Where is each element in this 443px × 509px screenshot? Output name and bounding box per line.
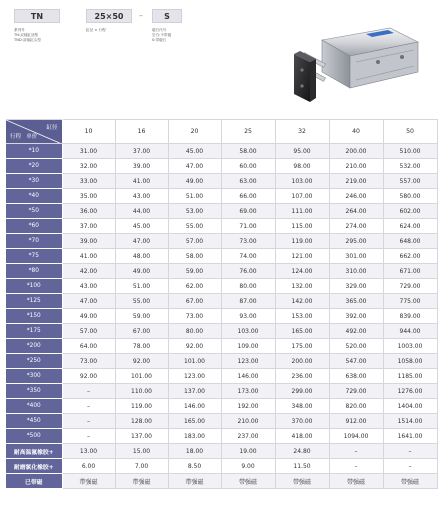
price-cell: 95.00: [275, 144, 329, 159]
stroke-label-cell: *20: [6, 159, 62, 174]
price-cell: 510.00: [383, 144, 437, 159]
price-cell: 15.00: [115, 444, 168, 459]
price-cell: 146.00: [221, 369, 275, 384]
price-cell: 237.00: [221, 429, 275, 444]
size-description: [86, 28, 106, 33]
price-cell: 1094.00: [329, 429, 383, 444]
price-cell: 115.00: [275, 219, 329, 234]
code-separator: –: [139, 11, 143, 20]
price-cell: 101.00: [168, 354, 221, 369]
stroke-label-cell: *350: [6, 384, 62, 399]
price-cell: 24.80: [275, 444, 329, 459]
stroke-label-cell: *250: [6, 354, 62, 369]
table-row: [6, 309, 437, 324]
price-cell: 31.00: [62, 144, 115, 159]
price-cell: 37.00: [115, 144, 168, 159]
price-cell: 132.00: [275, 279, 329, 294]
price-cell: 137.00: [115, 429, 168, 444]
price-cell: 729.00: [383, 279, 437, 294]
price-cell: 124.00: [275, 264, 329, 279]
price-cell: 92.00: [115, 354, 168, 369]
series-desc-line: TND:双轴缸头型: [14, 38, 41, 42]
price-cell: 41.00: [115, 174, 168, 189]
price-cell: 192.00: [221, 399, 275, 414]
price-cell: 带强磁: [275, 474, 329, 489]
stroke-label-cell: *50: [6, 204, 62, 219]
price-cell: 59.00: [115, 309, 168, 324]
table-row: [6, 294, 437, 309]
bore-header: 10: [62, 120, 115, 144]
bore-header: 25: [221, 120, 275, 144]
table-row: [6, 219, 437, 234]
price-cell: 153.00: [275, 309, 329, 324]
bore-header: 32: [275, 120, 329, 144]
stroke-label-cell: *450: [6, 414, 62, 429]
price-cell: 648.00: [383, 234, 437, 249]
price-cell: 48.00: [115, 249, 168, 264]
switch-description: [152, 28, 171, 43]
price-cell: 944.00: [383, 324, 437, 339]
stroke-label-cell: 已带磁: [6, 474, 62, 489]
stroke-label-cell: *10: [6, 144, 62, 159]
bore-header: 50: [383, 120, 437, 144]
price-cell: 103.00: [275, 174, 329, 189]
price-cell: –: [383, 444, 437, 459]
corner-header-cell: [6, 120, 62, 144]
price-cell: 76.00: [221, 264, 275, 279]
stroke-label-cell: *70: [6, 234, 62, 249]
price-cell: 348.00: [275, 399, 329, 414]
price-cell: 236.00: [275, 369, 329, 384]
price-cell: –: [62, 384, 115, 399]
price-cell: 32.00: [62, 159, 115, 174]
price-cell: 137.00: [168, 384, 221, 399]
price-table: [6, 119, 438, 489]
price-cell: 912.00: [329, 414, 383, 429]
price-cell: 44.00: [115, 204, 168, 219]
price-cell: 729.00: [329, 384, 383, 399]
stroke-label-cell: *30: [6, 174, 62, 189]
price-cell: 624.00: [383, 219, 437, 234]
price-cell: 51.00: [168, 189, 221, 204]
price-cell: 73.00: [62, 354, 115, 369]
price-cell: 9.00: [221, 459, 275, 474]
price-cell: 775.00: [383, 294, 437, 309]
stroke-label-cell: *100: [6, 279, 62, 294]
table-row: [6, 444, 437, 459]
price-cell: 492.00: [329, 324, 383, 339]
price-cell: 121.00: [275, 249, 329, 264]
price-cell: 110.00: [115, 384, 168, 399]
price-cell: 219.00: [329, 174, 383, 189]
series-desc-line: 系列号: [14, 28, 25, 32]
corner-price-text: 单价: [26, 134, 38, 140]
switch-code-box: S: [152, 9, 182, 23]
stroke-label-cell: *175: [6, 324, 62, 339]
price-cell: 58.00: [168, 249, 221, 264]
price-cell: –: [62, 399, 115, 414]
series-description: [14, 28, 41, 43]
price-cell: 41.00: [62, 249, 115, 264]
price-cell: 98.00: [275, 159, 329, 174]
price-cell: 210.00: [221, 414, 275, 429]
price-cell: 329.00: [329, 279, 383, 294]
bore-header: 40: [329, 120, 383, 144]
price-cell: 74.00: [221, 249, 275, 264]
price-cell: 165.00: [275, 324, 329, 339]
price-cell: 13.00: [62, 444, 115, 459]
table-row: [6, 234, 437, 249]
price-cell: 带强磁: [329, 474, 383, 489]
stroke-label-cell: *75: [6, 249, 62, 264]
price-cell: 19.00: [221, 444, 275, 459]
price-cell: 264.00: [329, 204, 383, 219]
price-cell: 365.00: [329, 294, 383, 309]
price-cell: 43.00: [115, 189, 168, 204]
price-cell: 557.00: [383, 174, 437, 189]
price-cell: 301.00: [329, 249, 383, 264]
table-row: [6, 204, 437, 219]
price-cell: 带强磁: [115, 474, 168, 489]
table-row: [6, 174, 437, 189]
stroke-label-cell: *200: [6, 339, 62, 354]
stroke-label-cell: *400: [6, 399, 62, 414]
size-desc-line: 缸径 × 行程: [86, 28, 106, 32]
price-cell: 1514.00: [383, 414, 437, 429]
price-cell: 80.00: [221, 279, 275, 294]
price-cell: 49.00: [62, 309, 115, 324]
price-cell: 51.00: [115, 279, 168, 294]
table-row: [6, 279, 437, 294]
price-cell: 57.00: [168, 234, 221, 249]
price-cell: 295.00: [329, 234, 383, 249]
price-cell: –: [62, 414, 115, 429]
price-cell: 59.00: [168, 264, 221, 279]
price-cell: 64.00: [62, 339, 115, 354]
price-cell: 45.00: [168, 144, 221, 159]
stroke-label-cell: *300: [6, 369, 62, 384]
table-row: [6, 474, 437, 489]
table-row: [6, 324, 437, 339]
price-cell: 274.00: [329, 219, 383, 234]
price-cell: 128.00: [115, 414, 168, 429]
price-cell: 662.00: [383, 249, 437, 264]
price-cell: 183.00: [168, 429, 221, 444]
price-cell: 49.00: [115, 264, 168, 279]
price-cell: 带强磁: [168, 474, 221, 489]
price-cell: 392.00: [329, 309, 383, 324]
price-cell: 47.00: [62, 294, 115, 309]
stroke-label-cell: *80: [6, 264, 62, 279]
price-cell: 123.00: [221, 354, 275, 369]
price-cell: 18.00: [168, 444, 221, 459]
stroke-label-cell: *40: [6, 189, 62, 204]
stroke-label-cell: *125: [6, 294, 62, 309]
switch-desc-line: 空白:不带磁: [152, 33, 172, 37]
price-cell: 60.00: [221, 159, 275, 174]
size-code-box: 25×50: [86, 9, 132, 23]
price-cell: 87.00: [221, 294, 275, 309]
price-cell: 146.00: [168, 399, 221, 414]
price-cell: 39.00: [115, 159, 168, 174]
stroke-label-cell: *150: [6, 309, 62, 324]
price-cell: 80.00: [168, 324, 221, 339]
price-cell: 200.00: [329, 144, 383, 159]
price-cell: 200.00: [275, 354, 329, 369]
table-row: [6, 159, 437, 174]
price-cell: 1003.00: [383, 339, 437, 354]
table-row: [6, 459, 437, 474]
price-cell: 73.00: [221, 234, 275, 249]
price-cell: 58.00: [221, 144, 275, 159]
price-cell: 580.00: [383, 189, 437, 204]
price-cell: 53.00: [168, 204, 221, 219]
price-cell: 547.00: [329, 354, 383, 369]
price-cell: 66.00: [221, 189, 275, 204]
price-cell: 210.00: [329, 159, 383, 174]
price-cell: 109.00: [221, 339, 275, 354]
cylinder-product-image: [282, 26, 422, 104]
price-cell: 71.00: [221, 219, 275, 234]
price-cell: 6.00: [62, 459, 115, 474]
price-cell: 带强磁: [62, 474, 115, 489]
price-cell: 370.00: [275, 414, 329, 429]
price-cell: 173.00: [221, 384, 275, 399]
price-cell: –: [329, 459, 383, 474]
price-cell: 63.00: [221, 174, 275, 189]
table-row: [6, 369, 437, 384]
stroke-label-cell: *500: [6, 429, 62, 444]
corner-bore-label: 缸径: [46, 125, 58, 131]
table-row: [6, 399, 437, 414]
price-cell: 839.00: [383, 309, 437, 324]
price-cell: 11.50: [275, 459, 329, 474]
price-cell: –: [62, 429, 115, 444]
price-cell: 671.00: [383, 264, 437, 279]
table-row: [6, 264, 437, 279]
table-row: [6, 384, 437, 399]
price-cell: 1641.00: [383, 429, 437, 444]
table-row: [6, 339, 437, 354]
price-cell: 47.00: [115, 234, 168, 249]
price-cell: 93.00: [221, 309, 275, 324]
table-row: [6, 144, 437, 159]
price-cell: 45.00: [115, 219, 168, 234]
price-cell: 119.00: [275, 234, 329, 249]
price-cell: 532.00: [383, 159, 437, 174]
price-cell: 1276.00: [383, 384, 437, 399]
price-cell: 123.00: [168, 369, 221, 384]
price-cell: 299.00: [275, 384, 329, 399]
series-code-box: TN: [14, 9, 60, 23]
price-cell: 638.00: [329, 369, 383, 384]
price-cell: 43.00: [62, 279, 115, 294]
price-cell: 36.00: [62, 204, 115, 219]
price-cell: 37.00: [62, 219, 115, 234]
price-cell: 111.00: [275, 204, 329, 219]
table-row: [6, 414, 437, 429]
price-cell: 602.00: [383, 204, 437, 219]
price-cell: 69.00: [221, 204, 275, 219]
stroke-label-cell: 耐高温氟橡胶+: [6, 444, 62, 459]
price-cell: 带强磁: [383, 474, 437, 489]
stroke-label-cell: 耐磨氯化橡胶+: [6, 459, 62, 474]
corner-stroke-text: 行程: [10, 134, 22, 140]
table-row: [6, 249, 437, 264]
price-cell: 55.00: [115, 294, 168, 309]
price-cell: 62.00: [168, 279, 221, 294]
price-cell: 42.00: [62, 264, 115, 279]
table-row: [6, 189, 437, 204]
series-desc-line: TN:双轴缸油型: [14, 33, 39, 37]
price-cell: 175.00: [275, 339, 329, 354]
price-cell: 101.00: [115, 369, 168, 384]
price-cell: 67.00: [115, 324, 168, 339]
price-cell: 119.00: [115, 399, 168, 414]
price-cell: 92.00: [168, 339, 221, 354]
price-cell: 39.00: [62, 234, 115, 249]
price-cell: 49.00: [168, 174, 221, 189]
price-cell: 165.00: [168, 414, 221, 429]
price-cell: 142.00: [275, 294, 329, 309]
price-cell: 92.00: [62, 369, 115, 384]
switch-desc-line: S:带磁石: [152, 38, 167, 42]
price-cell: 520.00: [329, 339, 383, 354]
price-cell: –: [383, 459, 437, 474]
price-cell: 103.00: [221, 324, 275, 339]
price-cell: 310.00: [329, 264, 383, 279]
stroke-label-cell: *60: [6, 219, 62, 234]
price-cell: 418.00: [275, 429, 329, 444]
price-cell: 47.00: [168, 159, 221, 174]
price-cell: 67.00: [168, 294, 221, 309]
price-cell: 57.00: [62, 324, 115, 339]
price-cell: 7.00: [115, 459, 168, 474]
price-cell: 107.00: [275, 189, 329, 204]
twin-rod-cylinder-icon: [282, 26, 422, 104]
price-cell: 带强磁: [221, 474, 275, 489]
bore-header-row: [6, 120, 437, 144]
price-cell: 78.00: [115, 339, 168, 354]
price-cell: 35.00: [62, 189, 115, 204]
price-cell: –: [329, 444, 383, 459]
price-cell: 1185.00: [383, 369, 437, 384]
price-cell: 1404.00: [383, 399, 437, 414]
switch-desc-line: 磁石代号: [152, 28, 167, 32]
price-cell: 1058.00: [383, 354, 437, 369]
price-cell: 33.00: [62, 174, 115, 189]
table-row: [6, 429, 437, 444]
price-table-body: [6, 144, 437, 489]
price-cell: 55.00: [168, 219, 221, 234]
price-cell: 73.00: [168, 309, 221, 324]
bore-header: 16: [115, 120, 168, 144]
price-cell: 246.00: [329, 189, 383, 204]
corner-stroke-label: [10, 132, 37, 140]
price-cell: 8.50: [168, 459, 221, 474]
price-cell: 820.00: [329, 399, 383, 414]
table-row: [6, 354, 437, 369]
bore-header: 20: [168, 120, 221, 144]
